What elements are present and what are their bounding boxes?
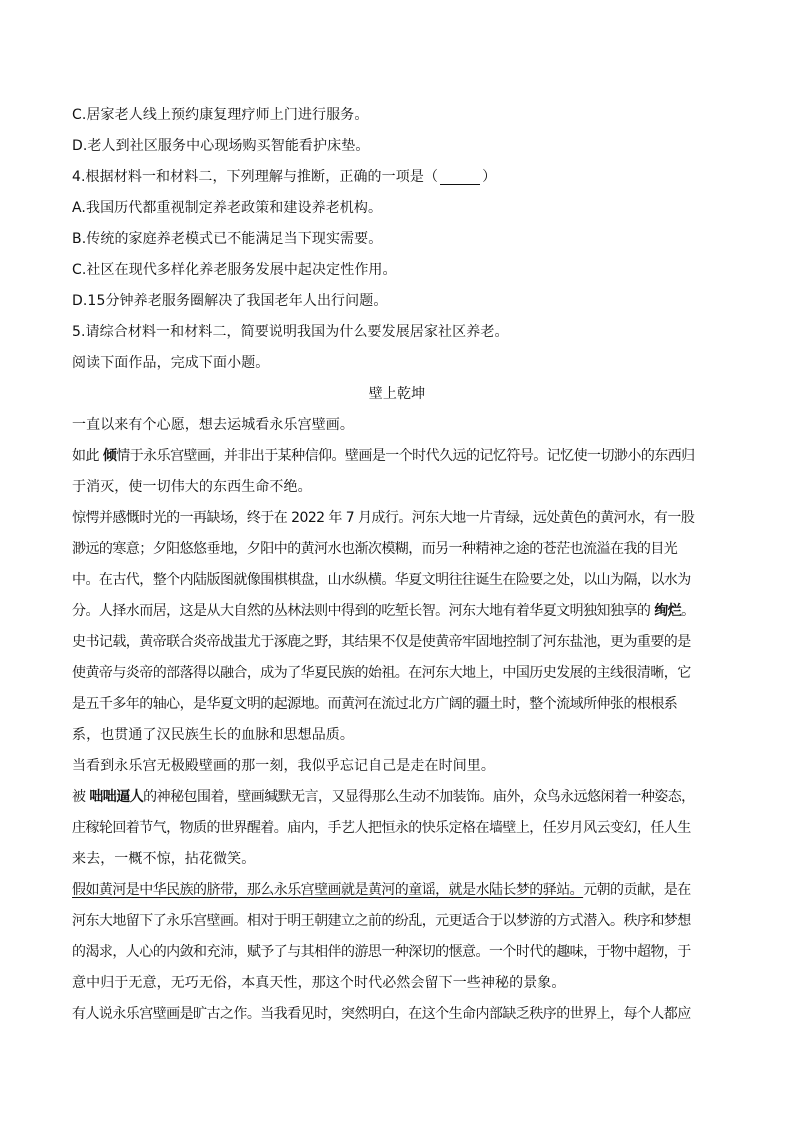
option-c-q4: C.社区在现代多样化养老服务发展中起决定性作用。 bbox=[72, 262, 397, 278]
essay-paragraph-6-line-1 bbox=[72, 875, 722, 906]
option-b-q4: B.传统的家庭养老模式已不能满足当下现实需要。 bbox=[72, 231, 383, 247]
essay-text: 如此 bbox=[72, 448, 103, 464]
essay-paragraph-6-line-2: 河东大地留下了永乐宫壁画。相对于明王朝建立之前的纷乱，元更适合于以梦游的方式潜入。秩序和梦想 bbox=[72, 913, 691, 929]
question-5: 5.请综合材料一和材料二，简要说明我国为什么要发展居家社区养老。 bbox=[72, 324, 509, 340]
emphasized-word: 绚烂 bbox=[654, 603, 682, 619]
essay-paragraph-3-line-3: 中。在古代，整个内陆版图就像围棋棋盘，山水纵横。华夏文明往往诞生在险要之处，以山为隔，以水为 bbox=[72, 572, 691, 588]
option-c-q3: C.居家老人线上预约康复理疗师上门进行服务。 bbox=[72, 107, 369, 123]
essay-paragraph-2-line-1 bbox=[72, 441, 722, 472]
reading-instruction: 阅读下面作品，完成下面小题。 bbox=[72, 355, 270, 371]
emphasized-word: 倾 bbox=[102, 448, 117, 464]
answer-blank bbox=[440, 170, 480, 185]
essay-paragraph-5-line-2: 庄稼轮回着节气，物质的世界醒着。庙内，手艺人把恒永的快乐定格在墙壁上，任岁月风云变幻，任人生 bbox=[72, 820, 691, 836]
essay-paragraph-6-line-4: 意中归于无意，无巧无俗，本真天性，那这个时代必然会留下一些神秘的景象。 bbox=[72, 975, 566, 991]
essay-paragraph-3-line-1: 惊愕并感慨时光的一再缺场，终于在 2022 年 7 月成行。河东大地一片青绿，远处黄色的黄河水，有一股 bbox=[72, 510, 695, 526]
essay-text: 。 bbox=[681, 603, 695, 619]
essay-text: 分。人择水而居，这是从大自然的丛林法则中得到的吃堑长智。河东大地有着华夏文明独知独享的 bbox=[72, 603, 655, 619]
essay-paragraph-3-line-6: 使黄帝与炎帝的部落得以融合，成为了华夏民族的始祖。在河东大地上，中国历史发展的主线很清晰，它 bbox=[72, 665, 691, 681]
essay-paragraph-3-line-5: 史书记载，黄帝联合炎帝战蚩尤于涿鹿之野，其结果不仅是使黄帝牢固地控制了河东盐池，更为重要的是 bbox=[72, 634, 691, 650]
underlined-sentence: 假如黄河是中华民族的脐带，那么永乐宫壁画就是黄河的童谣，就是水陆长梦的驿站。 bbox=[72, 882, 584, 898]
essay-paragraph-5-line-3: 来去，一概不惊，拈花微笑。 bbox=[72, 851, 256, 867]
emphasized-phrase: 咄咄逼人 bbox=[89, 789, 144, 805]
essay-paragraph-2-line-2: 于消灭，使一切伟大的东西生命不绝。 bbox=[72, 479, 312, 495]
essay-paragraph-1: 一直以来有个心愿，想去运城看永乐宫壁画。 bbox=[72, 417, 354, 433]
essay-text: 情于永乐宫壁画，并非出于某种信仰。壁画是一个时代久远的记忆符号。记忆使一切渺小的东西归 bbox=[116, 448, 695, 464]
essay-paragraph-3-line-2: 渺远的寒意；夕阳悠悠垂地，夕阳中的黄河水也渐次模糊，而另一种精神之途的苍茫也流溢在我的目光 bbox=[72, 541, 678, 557]
essay-title: 壁上乾坤 bbox=[368, 386, 426, 402]
option-d-q3: D.老人到社区服务中心现场购买智能看护床垫。 bbox=[72, 138, 370, 154]
essay-paragraph-3-line-8: 系，也贯通了汉民族生长的血脉和思想品质。 bbox=[72, 727, 354, 743]
essay-paragraph-3-line-7: 是五千多年的轴心，是华夏文明的起源地。而黄河在流过北方广阔的疆土时，整个流域所伸张的根根系 bbox=[72, 696, 678, 712]
essay-text: 元朝的贡献，是在 bbox=[583, 882, 691, 898]
option-a-q4: A.我国历代都重视制定养老政策和建设养老机构。 bbox=[72, 200, 383, 216]
question-4-stem bbox=[72, 162, 722, 193]
document-page bbox=[72, 100, 722, 1030]
essay-paragraph-3-line-4 bbox=[72, 596, 722, 627]
essay-text: 的神秘包围着，壁画缄默无言，又显得那么生动不加装饰。庙外，众鸟永远悠闲着一种姿态， bbox=[143, 789, 695, 805]
question-4-stem-end: ） bbox=[482, 169, 497, 185]
essay-paragraph-7: 有人说永乐宫壁画是旷古之作。当我看见时，突然明白，在这个生命内部缺乏秩序的世界上，每个人都应 bbox=[72, 1006, 691, 1022]
option-d-q4: D.15分钟养老服务圈解决了我国老年人出行问题。 bbox=[72, 293, 388, 309]
essay-paragraph-5-line-1 bbox=[72, 782, 722, 813]
essay-paragraph-4: 当看到永乐宫无极殿壁画的那一刻，我似乎忘记自己是走在时间里。 bbox=[72, 758, 495, 774]
question-4-stem-start: 4.根据材料一和材料二，下列理解与推断，正确的一项是（ bbox=[72, 169, 439, 185]
essay-paragraph-6-line-3: 的渴求，人心的内敛和充沛，赋予了与其相伴的游思一种深切的惬意。一个时代的趣味，于物中超物，于 bbox=[72, 944, 691, 960]
essay-text: 被 bbox=[72, 789, 90, 805]
